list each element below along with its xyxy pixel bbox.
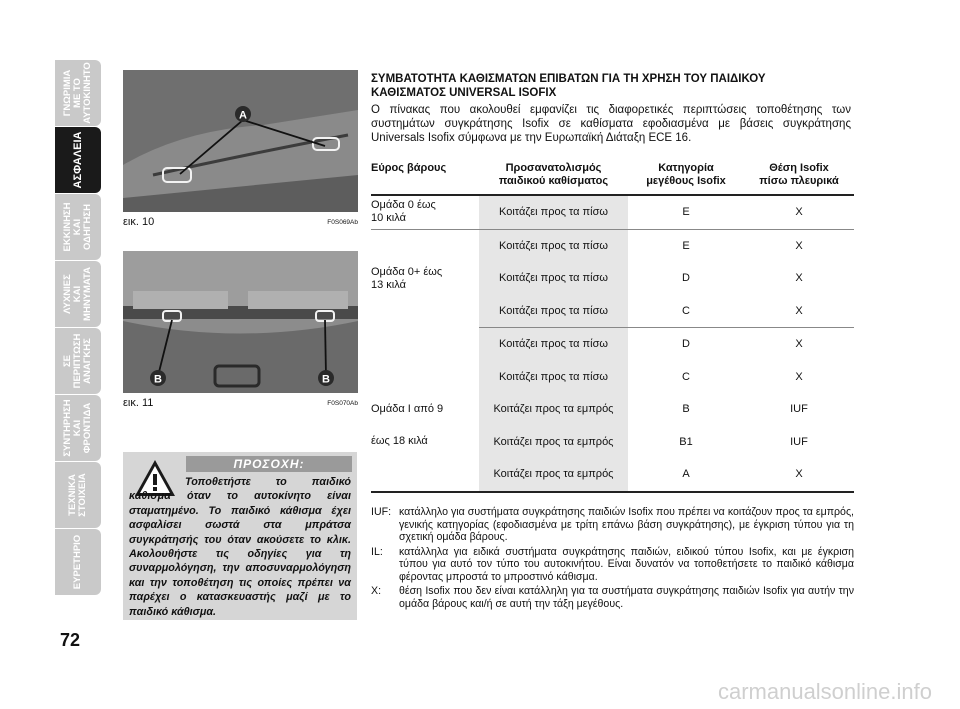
isofix-compatibility-table: [371, 162, 854, 493]
figure-marker-a: A: [239, 109, 247, 122]
category-cell: C: [628, 295, 744, 328]
tab-safety[interactable]: [55, 127, 101, 193]
category-cell: E: [628, 195, 744, 229]
category-cell: A: [628, 458, 744, 492]
warning-box: [123, 452, 357, 620]
figure-label: εικ. 10: [123, 216, 155, 228]
note-text: κατάλληλο για συστήματα συγκράτησης παιδιών Isofix που πρέπει να κοιτάζουν προς τα εμπρός, γενικής κατηγορίας (εφοδιασμένα με τρίτη επάνω βάση συγκράτησης), με έγκριση τύπου για τη σχετική ομάδα βάρους.: [399, 506, 854, 543]
tab-label: ΤΕΧΝΙΚΑ ΣΤΟΙΧΕΙΑ: [67, 473, 88, 517]
weight-group-empty: [371, 361, 479, 394]
orientation-cell: Κοιτάζει προς τα πίσω: [479, 328, 628, 361]
position-cell: X: [795, 338, 803, 351]
orientation-cell: Κοιτάζει προς τα πίσω: [479, 262, 628, 295]
position-cell: X: [744, 295, 854, 328]
section-title-line: ΚΑΘΙΣΜΑΤΟΣ UNIVERSAL ISOFIX: [371, 87, 557, 99]
category-cell: C: [682, 370, 690, 383]
note-item: [371, 585, 854, 610]
warning-text: Τοποθετήστε το παιδικό κάθισμα όταν το αυτοκίνητο είναι σταματημένο. Το παιδικό κάθισμα έχει ασφαλίσει σωστά στα μπράτσα συγκράτησής του όταν ακούσετε το κλικ. Ακολουθήστε τις οδηγίες για τη συναρμολόγηση, την αποσυναρμολόγηση και την τοποθέτηση τις οποίες πρέπει να παρέχει ο κατασκευαστής μαζί με το παιδικό κάθισμα.: [129, 476, 351, 618]
position-cell: X: [795, 272, 803, 285]
position-cell: X: [795, 370, 803, 383]
orientation-cell: Κοιτάζει προς τα πίσω: [479, 295, 628, 328]
figure-marker-b-left: B: [154, 373, 162, 386]
category-cell: D: [682, 338, 690, 351]
watermark: carmanualsonline.info: [717, 679, 932, 704]
tab-label: ΑΣΦΑΛΕΙΑ: [72, 131, 84, 189]
table-header-row: [371, 162, 854, 195]
position-cell: X: [795, 239, 803, 252]
figure-11-caption: [123, 397, 358, 409]
note-key: IL:: [371, 545, 383, 558]
section-intro: Ο πίνακας που ακολουθεί εμφανίζει τις διαφορετικές περιπτώσεις τοποθέτησης των συστημάτων συγκράτησης Isofix σε καθίσματα εφοδιασμένα με βάσεις συγκράτησης Universals Isofix σύμφωνα με την Ευρωπαϊκή Διάταξη ECE 16.: [371, 104, 851, 144]
warning-heading: ΠΡΟΣΟΧΗ:: [186, 456, 352, 472]
position-cell: IUF: [790, 403, 808, 416]
figure-label: εικ. 11: [123, 397, 154, 409]
header-orientation: Προσανατολισμός παιδικού καθίσματος: [479, 162, 628, 195]
orientation-cell: Κοιτάζει προς τα εμπρός: [479, 393, 628, 426]
category-cell: B1: [679, 435, 693, 448]
orientation-cell: Κοιτάζει προς τα εμπρός: [479, 426, 628, 459]
figure-10-caption: [123, 216, 358, 228]
tab-label: ΕΚΚΙΝΗΣΗ ΚΑΙ ΟΔΗΓΗΣΗ: [62, 202, 93, 252]
weight-group-empty: [371, 458, 479, 492]
tab-label: ΕΥΡΕΤΗΡΙΟ: [72, 534, 83, 590]
figure-marker-b-right: B: [322, 373, 330, 386]
position-cell: X: [744, 458, 854, 492]
position-cell: IUF: [790, 435, 808, 448]
tab-lights-messages[interactable]: [55, 261, 101, 327]
table-row: [371, 361, 854, 394]
note-key: IUF:: [371, 506, 392, 518]
weight-group: Ομάδα 0+ έως 13 κιλά: [371, 265, 443, 291]
orientation-cell: Κοιτάζει προς τα πίσω: [479, 361, 628, 394]
tab-getting-to-know[interactable]: [55, 60, 101, 126]
category-cell: B: [682, 403, 690, 416]
weight-group-line: έως 18 κιλά: [371, 435, 428, 448]
header-weight: Εύρος βάρους: [371, 162, 479, 195]
weight-group-line: Ομάδα I από 9: [371, 402, 444, 415]
header-category: Κατηγορία μεγέθους Isofix: [628, 162, 744, 195]
note-item: [371, 506, 854, 544]
table-notes: [371, 506, 854, 612]
tab-label: ΣΕ ΠΕΡΙΠΤΩΣΗ ΑΝΑΓΚΗΣ: [62, 333, 93, 389]
tab-maintenance[interactable]: [55, 395, 101, 461]
table-row: [371, 328, 854, 361]
section-title: [371, 72, 851, 100]
table-row: [371, 426, 854, 459]
tab-label: ΛΥΧΝΙΕΣ ΚΑΙ ΜΗΝΥΜΑΤΑ: [62, 267, 93, 321]
table-row: [371, 458, 854, 492]
category-cell: D: [682, 272, 690, 285]
weight-group: Ομάδα 0 έως 10 κιλά: [371, 195, 479, 229]
page-number: 72: [60, 630, 81, 650]
tab-label: ΓΝΩΡΙΜΙΑ ΜΕ ΤΟ ΑΥΤΟΚΙΝΗΤΟ: [62, 62, 93, 124]
orientation-cell: Κοιτάζει προς τα εμπρός: [479, 458, 628, 492]
figure-code: F0S070Ab: [327, 400, 358, 407]
orientation-cell: Κοιτάζει προς τα πίσω: [479, 195, 628, 229]
tab-emergency[interactable]: [55, 328, 101, 394]
figure-10-image: [123, 70, 358, 212]
section-title-line: ΣΥΜΒΑΤΟΤΗΤΑ ΚΑΘΙΣΜΑΤΩΝ ΕΠΙΒΑΤΩΝ ΓΙΑ ΤΗ ΧΡΗΣΗ ΤΟΥ ΠΑΙΔΙΚΟΥ: [371, 73, 766, 85]
tab-label: ΣΥΝΤΗΡΗΣΗ ΚΑΙ ΦΡΟΝΤΙΔΑ: [62, 399, 93, 457]
figure-11-image: [123, 251, 358, 393]
header-position: Θέση Isofix πίσω πλευρικά: [744, 162, 854, 195]
note-item: [371, 546, 854, 584]
note-text: κατάλληλα για ειδικά συστήματα συγκράτησης παιδιών, ειδικού τύπου Isofix, και με έγκριση τύπου για αυτό τον τύπο του αυτοκινήτου. Είναι δυνατόν να τοποθετήσετε το παιδικό κάθισμα φέροντας μπροστά το μπροστινό κάθισμα.: [399, 545, 854, 583]
position-cell: X: [744, 195, 854, 229]
table-row: [371, 229, 854, 262]
tab-starting-driving[interactable]: [55, 194, 101, 260]
tab-technical-data[interactable]: [55, 462, 101, 528]
chapter-tabs: [55, 60, 101, 596]
note-text: θέση Isofix που δεν είναι κατάλληλη για τα συστήματα συγκράτησης παιδιών Isofix για αυτήν την ομάδα βάρους και/ή σε αυτή την τάξη μεγέθους.: [399, 585, 854, 610]
category-cell: E: [682, 239, 690, 252]
table-row: [371, 393, 854, 426]
table-row: [371, 195, 854, 229]
figure-code: F0S069Ab: [327, 219, 358, 226]
note-key: X:: [371, 585, 382, 597]
tab-index[interactable]: [55, 529, 101, 595]
weight-group-empty: [371, 328, 479, 361]
orientation-cell: Κοιτάζει προς τα πίσω: [479, 229, 628, 262]
